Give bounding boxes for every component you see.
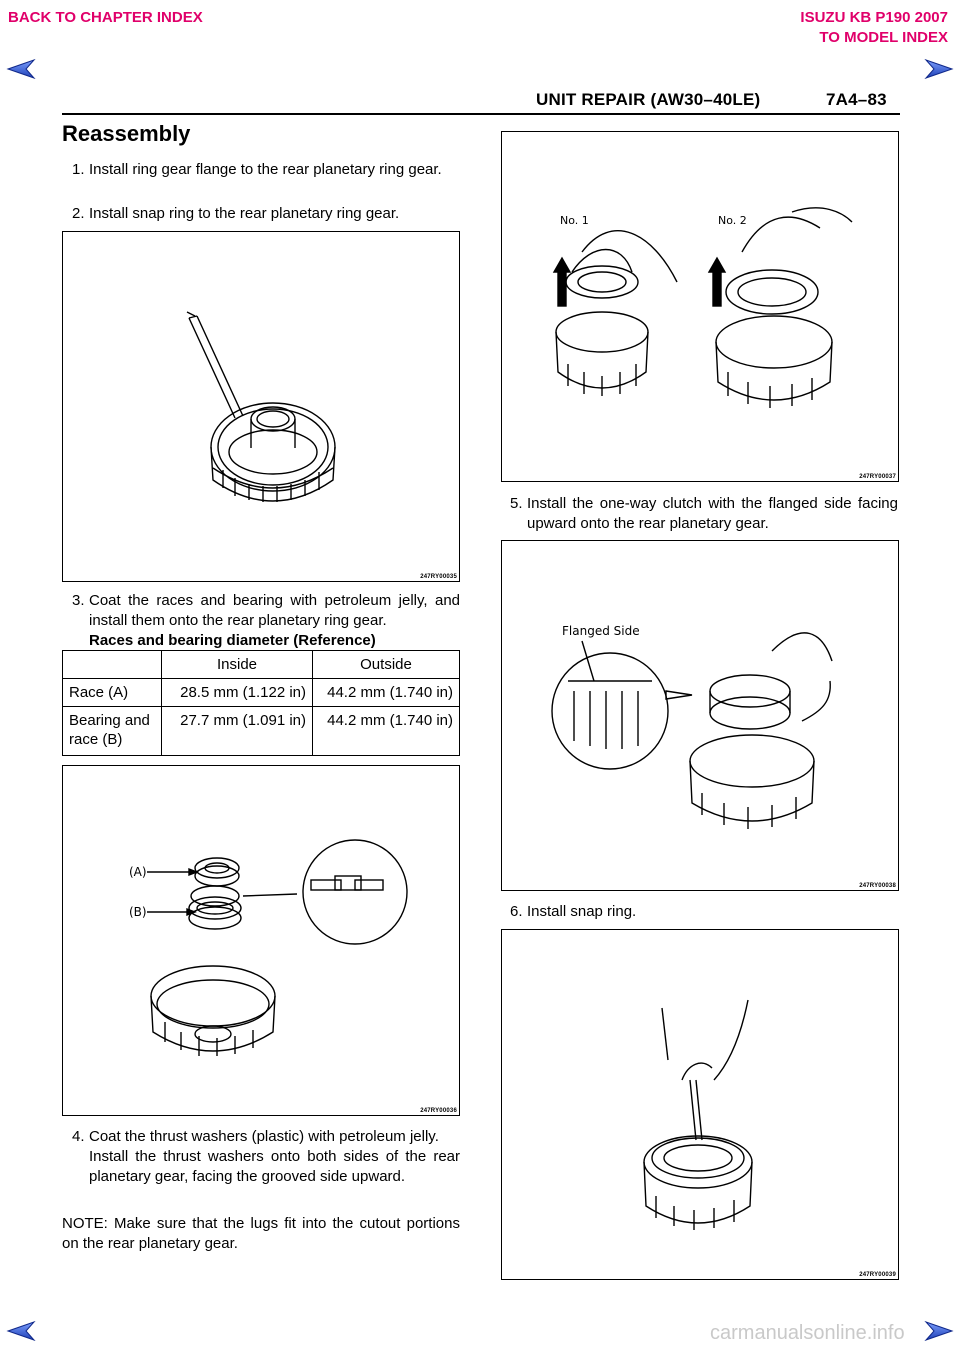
races-bearing-table [62,650,460,756]
step-number: 1. [72,161,85,178]
figure-code: 247RY00035 [420,574,457,580]
step-number: 2. [72,205,85,222]
footer-watermark: carmanualsonline.info [710,1322,905,1344]
label-no1: No. 1 [560,214,589,227]
step-number: 3. [72,592,85,609]
table-cell: 44.2 mm (1.740 in) [313,707,460,756]
thrust-washers-illustration [502,132,898,481]
to-model-index-link[interactable]: TO MODEL INDEX [819,29,948,46]
note-text: NOTE: Make sure that the lugs fit into the cutout portions on the rear planetary gear. [62,1215,460,1252]
header-rule [62,113,900,115]
page-heading: Reassembly [62,121,191,146]
next-page-arrow-icon[interactable] [924,1320,954,1342]
figure-code: 247RY00036 [420,1108,457,1114]
step-6 [510,902,898,922]
step-text: Coat the thrust washers (plastic) with petroleum jelly. [89,1128,439,1145]
step-text: Install ring gear flange to the rear planetary ring gear. [89,161,442,178]
figure-code: 247RY00038 [859,883,896,889]
figure-snap-ring-install [62,231,460,582]
figure-races-bearing [62,765,460,1116]
table-cell: 44.2 mm (1.740 in) [313,679,460,707]
step-5 [510,494,898,534]
table-header-cell: Outside [313,651,460,679]
prev-page-arrow-icon[interactable] [6,58,36,80]
step-text: Install snap ring to the rear planetary ring gear. [89,205,400,222]
table-cell: 27.7 mm (1.091 in) [162,707,313,756]
model-title-link[interactable]: ISUZU KB P190 2007 [800,9,948,26]
prev-page-arrow-icon[interactable] [6,1320,36,1342]
label-no2: No. 2 [718,214,747,227]
page-number: 7A4–83 [826,90,887,109]
figure-snap-ring-final [501,929,899,1280]
label-flanged-side: Flanged Side [562,624,640,638]
back-to-chapter-index-link[interactable]: BACK TO CHAPTER INDEX [8,9,203,26]
step-3 [72,591,460,651]
table-cell: Race (A) [63,679,162,707]
step-2 [72,204,460,224]
note [62,1214,460,1254]
label-a: (A) [129,865,147,879]
table-header-cell [63,651,162,679]
one-way-clutch-illustration [502,541,898,890]
table-caption: Races and bearing diameter (Reference) [89,632,376,649]
figure-code: 247RY00039 [859,1272,896,1278]
figure-one-way-clutch [501,540,899,891]
table-cell: Bearing and race (B) [63,707,162,756]
figure-code: 247RY00037 [859,474,896,480]
step-text: Install snap ring. [527,903,637,920]
step-number: 5. [510,495,523,512]
races-bearing-illustration [63,766,459,1115]
step-4 [72,1127,460,1187]
next-page-arrow-icon[interactable] [924,58,954,80]
step-number: 4. [72,1128,85,1145]
table-row [63,707,460,756]
table-header-row [63,651,460,679]
table-row [63,679,460,707]
snap-ring-final-illustration [502,930,898,1279]
section-title: UNIT REPAIR (AW30–40LE) [536,90,761,109]
ring-gear-illustration [63,232,459,581]
figure-thrust-washers [501,131,899,482]
step-text: Install the one-way clutch with the flanged side facing upward onto the rear planetary gear. [527,495,898,532]
label-b: (B) [129,905,147,919]
step-text: Install the thrust washers onto both sides of the rear planetary gear, facing the grooved side upward. [89,1148,460,1185]
step-number: 6. [510,903,523,920]
table-cell: 28.5 mm (1.122 in) [162,679,313,707]
step-text: Coat the races and bearing with petroleum jelly, and install them onto the rear planetary ring gear. [89,592,460,629]
step-1 [72,160,460,180]
table-header-cell: Inside [162,651,313,679]
